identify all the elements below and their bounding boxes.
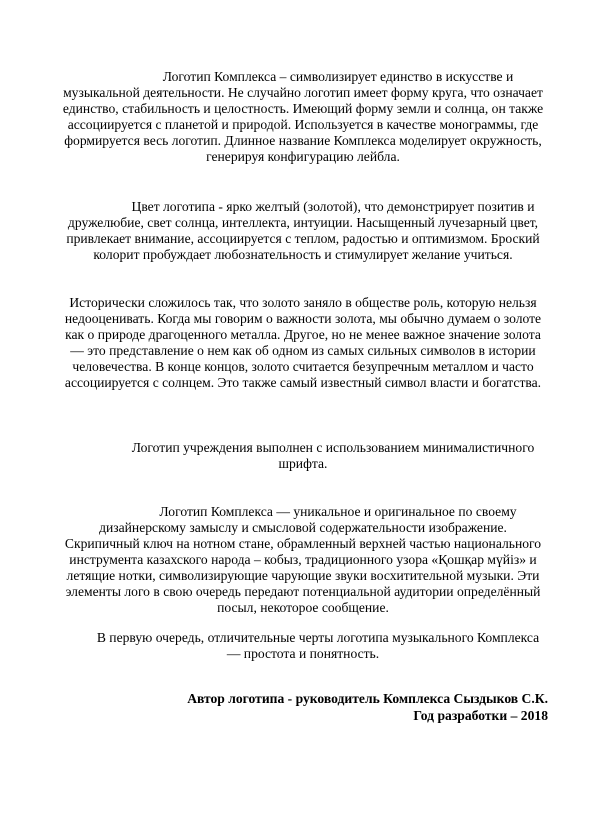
paragraph-logo-meaning	[60, 69, 546, 165]
author-block	[187, 690, 548, 724]
year-line: Год разработки – 2018	[413, 708, 548, 723]
paragraph-text: Логотип учреждения выполнен с использованием минималистичного шрифта.	[131, 440, 535, 471]
paragraph-distinctive-features	[60, 630, 546, 662]
author-line: Автор логотипа - руководитель Комплекса Сыздыков С.К.	[187, 691, 548, 706]
paragraph-text: В первую очередь, отличительные черты логотипа музыкального Комплекса — простота и понятность.	[96, 630, 540, 661]
paragraph-text: Логотип Комплекса – символизирует единство в искусстве и музыкальной деятельности. Не случайно логотип имеет форму круга, что означает единство, стабильность и целостность. Имеющий форму земли и солнца, он также ассоциируется с планетой и природой. Используется в качестве монограммы, где формируется весь логотип. Длинное название Комплекса моделирует окружность, генерируя конфигурацию лейбла.	[62, 69, 544, 164]
paragraph-logo-design	[60, 504, 546, 616]
paragraph-text: Исторически сложилось так, что золото заняло в обществе роль, которую нельзя недооценивать. Когда мы говорим о важности золота, мы обычно думаем о золоте как о природе драгоценного металла. Другое, но не менее важное значение золота — это представление о нем как об одном из самых сильных символов в истории человечества. В конце концов, золото считается безупречным металлом и часто ассоциируется с солнцем. Это также самый известный символ власти и богатства.	[64, 295, 542, 390]
paragraph-font	[60, 440, 546, 472]
paragraph-text: Логотип Комплекса — уникальное и оригинальное по своему дизайнерскому замыслу и смысловой содержательности изображение. Скрипичный ключ на нотном стане, обрамленный верхней частью национального инструмента казахского народа – кобыз, традиционного узора «Қошқар мүйіз» и летящие нотки, символизирующие чарующие звуки восхитительной музыки. Эти элементы лого в свою очередь передают потенциальной аудитории определённый посыл, некоторое сообщение.	[64, 504, 542, 615]
paragraph-gold-history	[60, 295, 546, 391]
paragraph-text: Цвет логотипа - ярко желтый (золотой), что демонстрирует позитив и дружелюбие, свет солнца, интеллекта, интуиции. Насыщенный лучезарный цвет, привлекает внимание, ассоциируется с теплом, радостью и оптимизмом. Броский колорит пробуждает любознательность и стимулирует желание учиться.	[66, 199, 540, 262]
paragraph-logo-color	[60, 199, 546, 263]
